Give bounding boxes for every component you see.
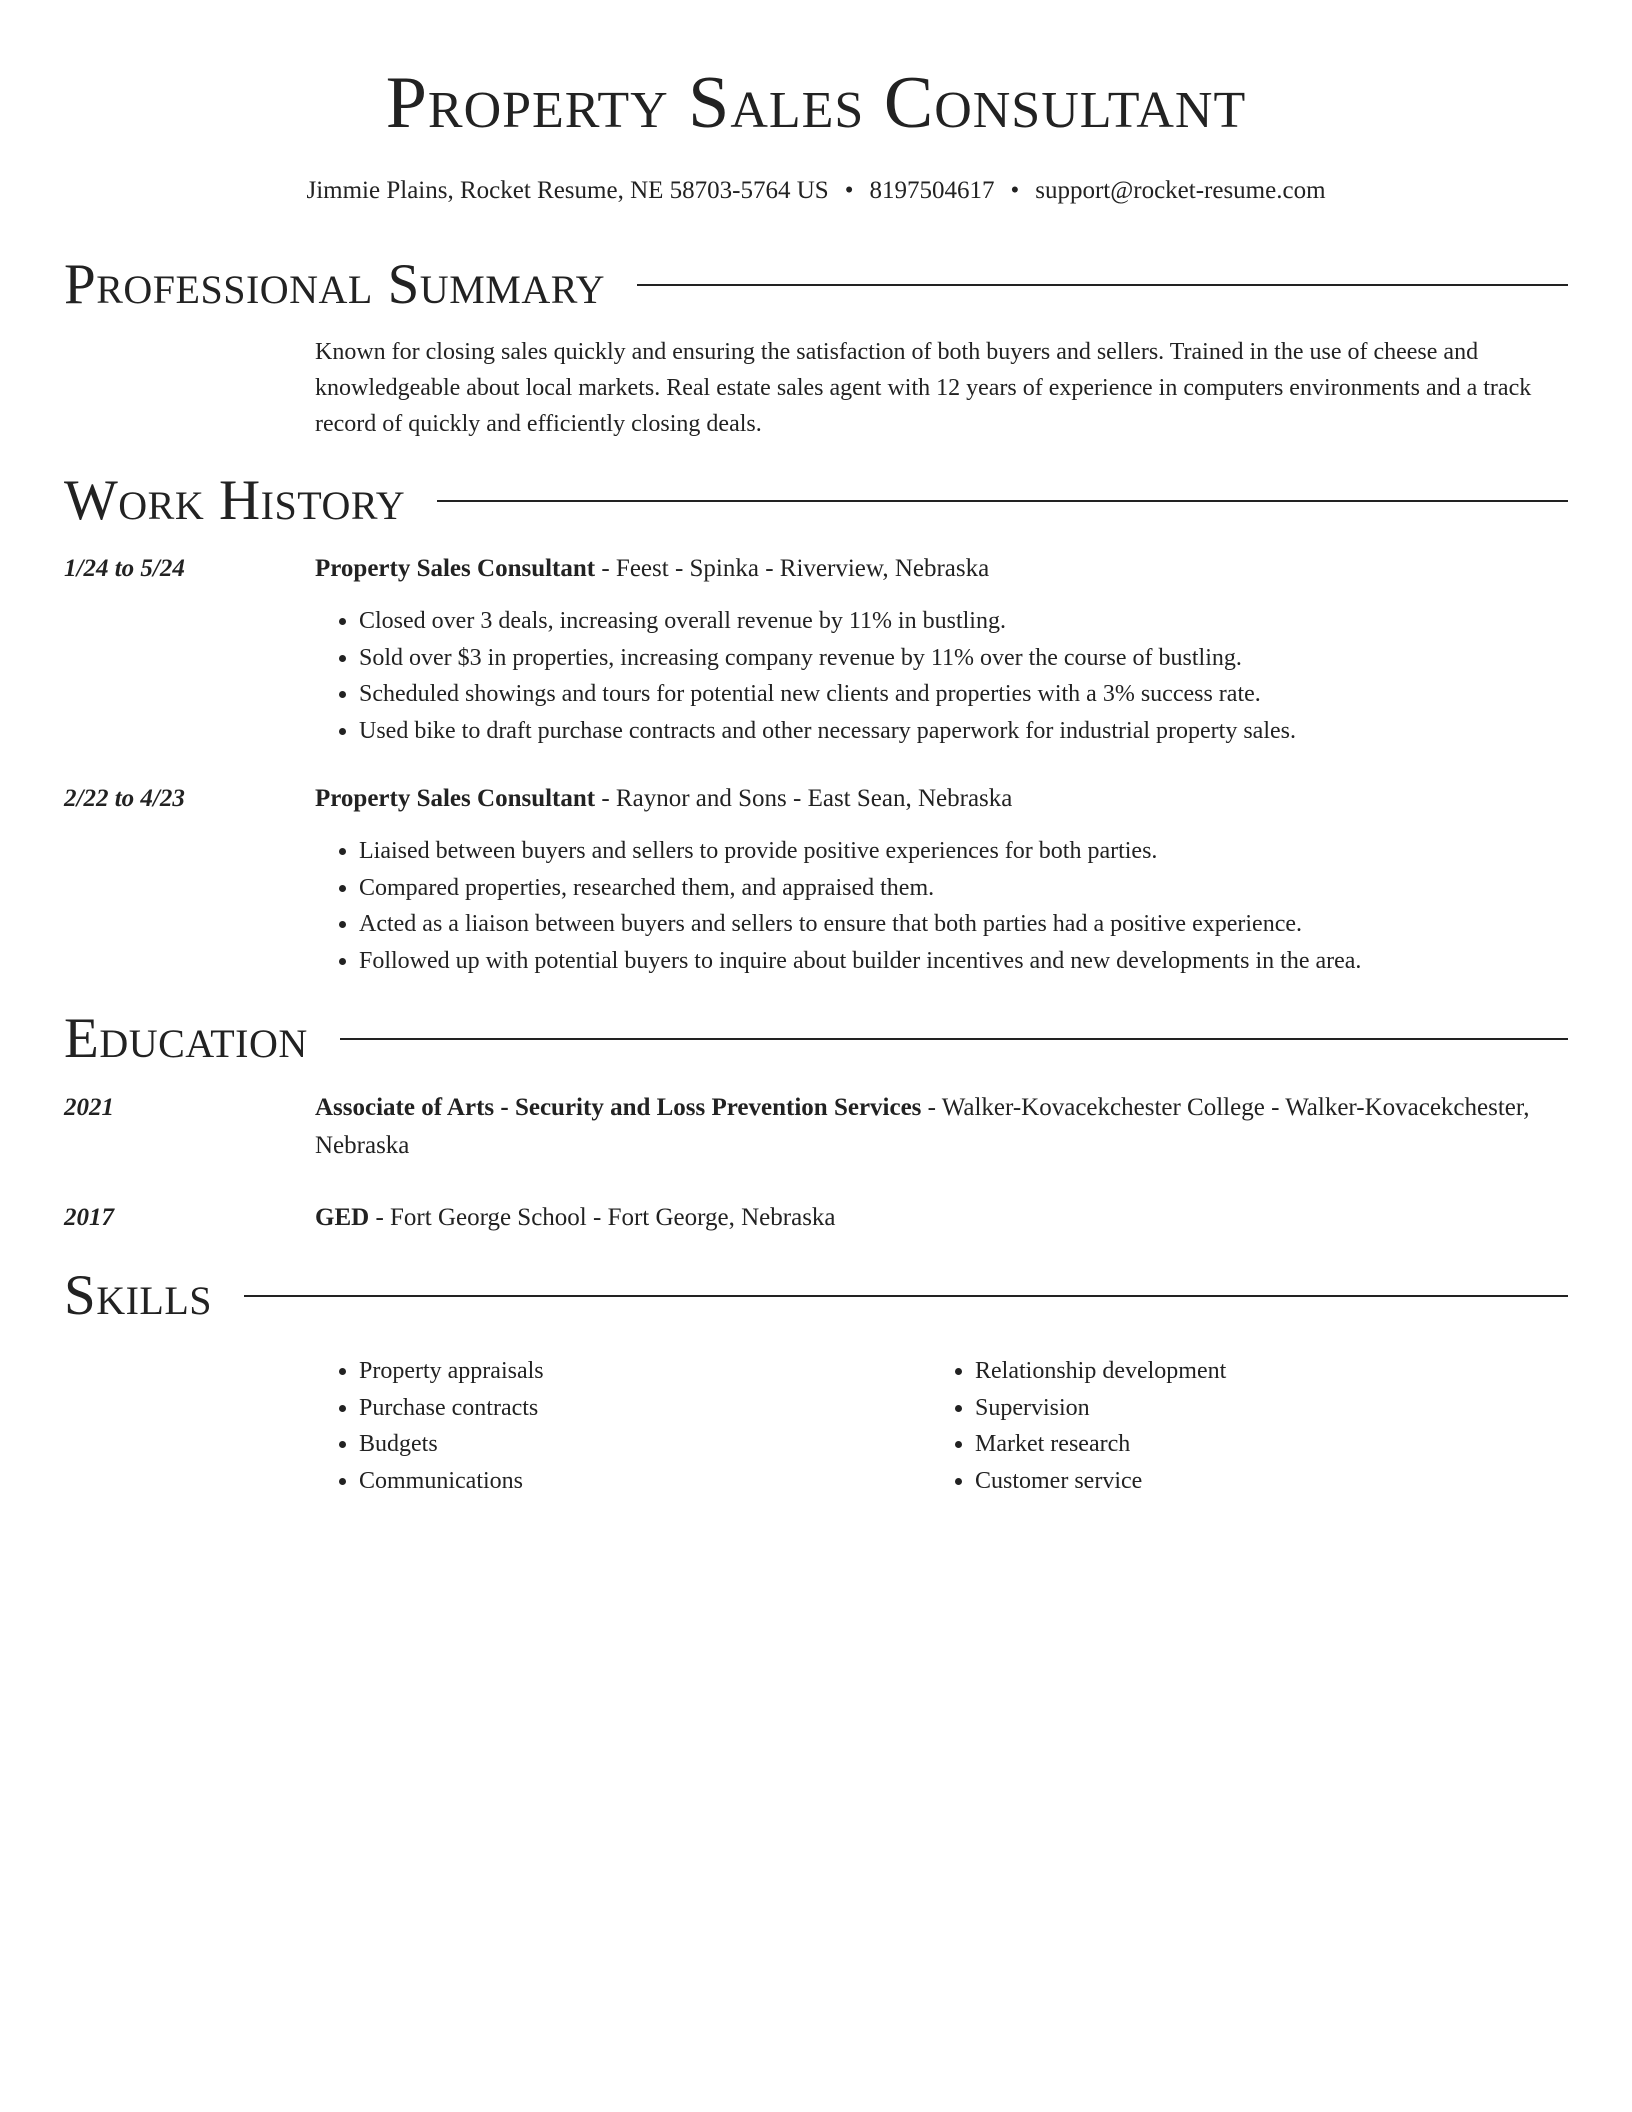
- summary-heading: [64, 250, 1568, 320]
- list-item: • Closed over 3 deals, increasing overall revenue by 11% in bustling.: [359, 603, 1614, 640]
- contact-phone: 8197504617: [869, 177, 995, 204]
- list-item: • Followed up with potential buyers to inquire about builder incentives and new developments in the area.: [359, 943, 1614, 980]
- section-divider: [340, 1038, 1568, 1040]
- contact-separator: •: [844, 177, 854, 204]
- job-heading: [315, 780, 1570, 818]
- work-history-heading: [64, 466, 1568, 536]
- contact-line: [0, 174, 1632, 208]
- job-dates: 2/22 to 4/23: [64, 785, 185, 812]
- skill-item: • Purchase contracts: [359, 1390, 919, 1427]
- skills-list-left: [315, 1353, 919, 1500]
- list-item: • Acted as a liaison between buyers and sellers to ensure that both parties had a positive experience.: [359, 906, 1614, 943]
- list-item: • Sold over $3 in properties, increasing company revenue by 11% over the course of bustling.: [359, 640, 1614, 677]
- skills-list-right: [931, 1353, 1575, 1500]
- job-dates: 1/24 to 5/24: [64, 555, 185, 582]
- work-history-heading-title: Work History: [64, 469, 406, 532]
- education-degree: Associate of Arts - Security and Loss Prevention Services: [315, 1094, 922, 1121]
- list-item: • Scheduled showings and tours for potential new clients and properties with a 3% success rate.: [359, 676, 1614, 713]
- contact-separator: •: [1010, 177, 1020, 204]
- list-item: • Compared properties, researched them, and appraised them.: [359, 870, 1614, 907]
- job-title: Property Sales Consultant: [315, 785, 596, 812]
- job-employer-location: - Raynor and Sons - East Sean, Nebraska: [595, 785, 1013, 812]
- education-year: 2017: [64, 1204, 114, 1231]
- skills-heading-title: Skills: [64, 1264, 213, 1327]
- job-bullets: [315, 603, 1614, 750]
- job-title: Property Sales Consultant: [315, 555, 596, 582]
- education-school-location: - Fort George School - Fort George, Nebraska: [369, 1204, 836, 1231]
- summary-text: Known for closing sales quickly and ensuring the satisfaction of both buyers and sellers. Trained in the use of cheese and knowledgeable about local markets. Real estate sales agent with 12 years of experience in computers environments and a track record of quickly and efficiently closing deals.: [315, 339, 1532, 437]
- job-bullets: [315, 833, 1614, 980]
- skill-item: • Property appraisals: [359, 1353, 919, 1390]
- education-degree: GED: [315, 1204, 370, 1231]
- list-item: • Liaised between buyers and sellers to provide positive experiences for both parties.: [359, 833, 1614, 870]
- section-divider: [637, 284, 1568, 286]
- resume-name-title: Property Sales Consultant: [385, 62, 1247, 144]
- contact-email: support@rocket-resume.com: [1035, 177, 1326, 204]
- education-heading: [64, 1004, 1568, 1074]
- education-entry: [315, 1199, 1570, 1237]
- skill-item: • Budgets: [359, 1426, 919, 1463]
- skill-item: • Market research: [975, 1426, 1575, 1463]
- section-divider: [437, 500, 1568, 502]
- job-heading: [315, 550, 1570, 588]
- section-divider: [244, 1295, 1568, 1297]
- summary-heading-title: Professional Summary: [64, 253, 606, 316]
- education-heading-title: Education: [64, 1007, 308, 1070]
- education-entry: [315, 1089, 1570, 1165]
- skill-item: • Relationship development: [975, 1353, 1575, 1390]
- contact-address: Jimmie Plains, Rocket Resume, NE 58703-5764 US: [306, 177, 829, 204]
- job-employer-location: - Feest - Spinka - Riverview, Nebraska: [595, 555, 990, 582]
- skill-item: • Communications: [359, 1463, 919, 1500]
- skill-item: • Supervision: [975, 1390, 1575, 1427]
- education-year: 2021: [64, 1094, 114, 1121]
- skill-item: • Customer service: [975, 1463, 1575, 1500]
- list-item: • Used bike to draft purchase contracts and other necessary paperwork for industrial property sales.: [359, 713, 1614, 750]
- skills-heading: [64, 1261, 1568, 1331]
- education-school-location: - Walker-Kovacekchester College - Walker-Kovacekchester, Nebraska: [315, 1094, 1530, 1159]
